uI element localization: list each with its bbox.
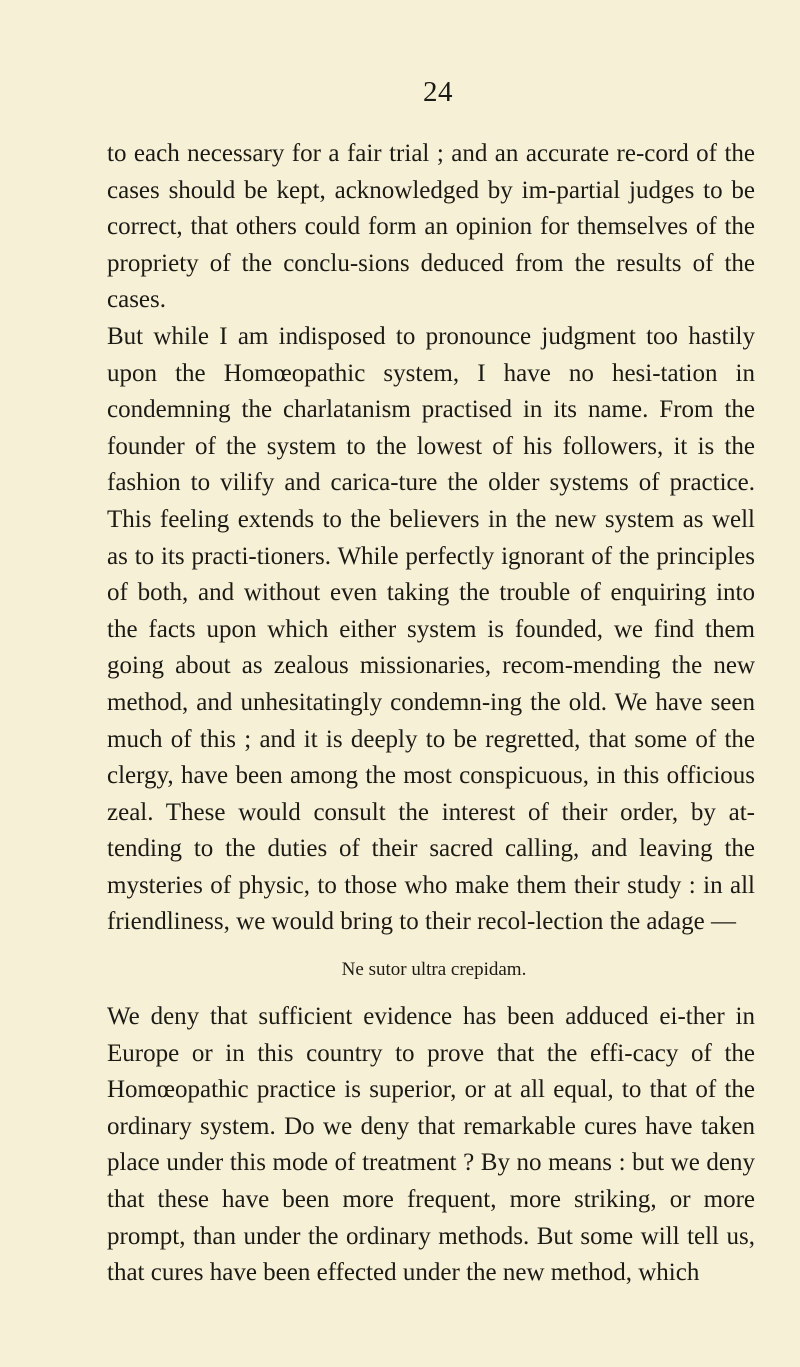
page-number: 24 bbox=[423, 76, 453, 108]
paragraph-2: But while I am indisposed to pronounce judgment too hastily upon the Homœopathic system, I have no hesi-tation in condemning the charlatanism practised in its name. From the founder of the system to the lowest of his followers, it is the fashion to vilify and carica-ture the older systems of practice. This feeling extends to the believers in the new system as well as to its practi-tioners. While perfectly ignorant of the principles of both, and without even taking the trouble of enquiring into the facts upon which either system is founded, we find them going about as zealous missionaries, recom-mending the new method, and unhesitatingly condemn-ing the old. We have seen much of this ; and it is deeply to be regretted, that some of the clergy, have been among the most conspicuous, in this officious zeal. These would consult the interest of their order, by at-tending to the duties of their sacred calling, and leaving the mysteries of physic, to those who make them their study : in all friendliness, we would bring to their recol-lection the adage — bbox=[107, 322, 755, 936]
body-text bbox=[107, 136, 755, 1292]
paragraph-1: to each necessary for a fair trial ; and an accurate re-cord of the cases should be kept, acknowledged by im-partial judges to be correct, that others could form an opinion for themselves of the propriety of the conclu-sions deduced from the results of the cases. bbox=[107, 140, 755, 314]
paragraph-3: We deny that sufficient evidence has been adduced ei-ther in Europe or in this country to prove that the effi-cacy of the Homœopathic practice is superior, or at all equal, to that of the ordinary system. Do we deny that remarkable cures have taken place under this mode of treatment ? By no means : but we deny that these have been more frequent, more striking, or more prompt, than under the ordinary methods. But some will tell us, that cures have been effected under the new method, which bbox=[107, 1003, 755, 1287]
latin-motto: Ne sutor ultra crepidam. bbox=[341, 959, 527, 981]
